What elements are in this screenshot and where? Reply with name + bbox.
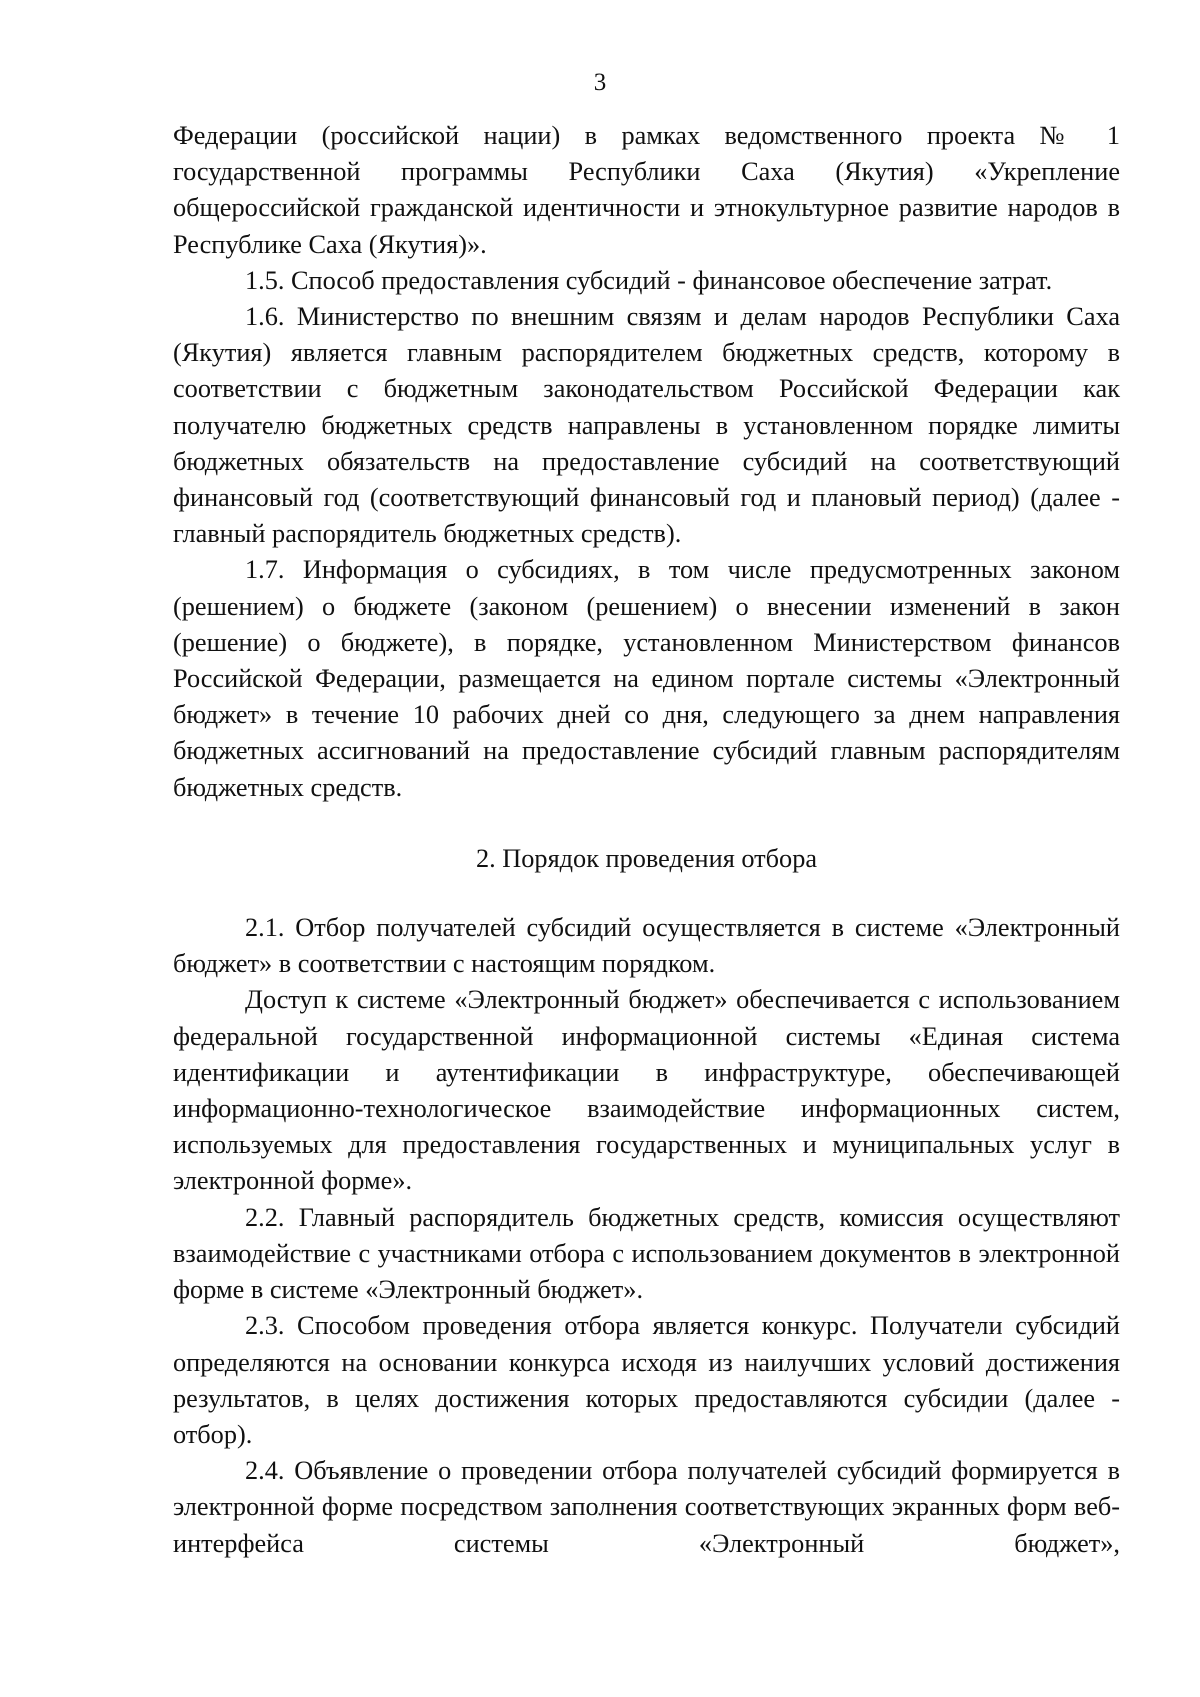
section-heading: 2. Порядок проведения отбора — [475, 843, 818, 873]
paragraph-2-2: 2.2. Главный распорядитель бюджетных средств, комиссия осуществляют взаимодействие с участниками отбора с использованием документов в электронной форме в системе «Электронный бюджет». — [173, 1202, 1120, 1305]
paragraph-continuation: Федерации (российской нации) в рамках ведомственного проекта № 1 государственной программы Республики Саха (Якутия) «Укрепление общероссийской гражданской идентичности и этнокультурное развитие народов в Республике Саха (Якутия)». — [173, 121, 1120, 259]
page-number: 3 — [593, 69, 607, 96]
document-body — [173, 118, 1120, 1562]
paragraph-1-6: 1.6. Министерство по внешним связям и делам народов Республики Саха (Якутия) является главным распорядителем бюджетных средств, которому в соответствии с бюджетным законодательством Российской Федерации как получателю бюджетных средств направлены в установленном порядке лимиты бюджетных обязательств на предоставление субсидий на соответствующий финансовый год (соответствующий финансовый год и плановый период) (далее - главный распорядитель бюджетных средств). — [173, 302, 1120, 549]
paragraph-2-4: 2.4. Объявление о проведении отбора получателей субсидий формируется в электронной форме посредством заполнения соответствующих экранных форм веб-интерфейса системы «Электронный бюджет», — [173, 1456, 1120, 1558]
paragraph-1-5: 1.5. Способ предоставления субсидий - финансовое обеспечение затрат. — [245, 265, 1053, 295]
paragraph-2-1: 2.1. Отбор получателей субсидий осуществляется в системе «Электронный бюджет» в соответствии с настоящим порядком. — [173, 913, 1120, 979]
paragraph-access: Доступ к системе «Электронный бюджет» обеспечивается с использованием федеральной государственной информационной системы «Единая система идентификации и аутентификации в инфраструктуре, обеспечивающей информационно-технологическое взаимодействие информационных систем, используемых для предоставления государственных и муниципальных услуг в электронной форме». — [173, 985, 1120, 1196]
paragraph-1-7: 1.7. Информация о субсидиях, в том числе предусмотренных законом (решением) о бюджете (законом (решением) о внесении изменений в закон (решение) о бюджете), в порядке, установленном Министерством финансов Российской Федерации, размещается на едином портале системы «Электронный бюджет» в течение 10 рабочих дней со дня, следующего за днем направления бюджетных ассигнований на предоставление субсидий главным распорядителям бюджетных средств. — [173, 555, 1120, 802]
paragraph-2-3: 2.3. Способом проведения отбора является конкурс. Получатели субсидий определяются на основании конкурса исходя из наилучших условий достижения результатов, в целях достижения которых предоставляются субсидии (далее - отбор). — [173, 1311, 1120, 1449]
